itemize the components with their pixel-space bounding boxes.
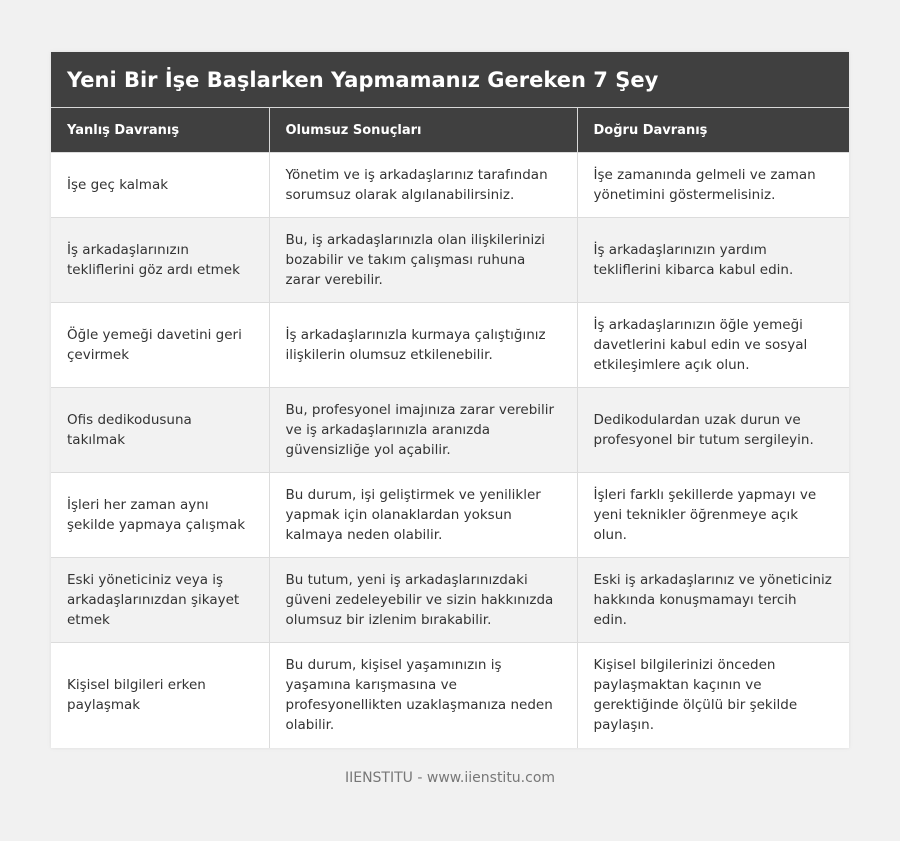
wrong-behavior-cell: Öğle yemeği davetini geri çevirmek <box>51 303 269 388</box>
info-table-card <box>51 52 849 748</box>
negative-result-cell: Bu, iş arkadaşlarınızla olan ilişkilerinizi bozabilir ve takım çalışması ruhuna zarar verebilir. <box>269 218 577 303</box>
wrong-behavior-cell: Eski yöneticiniz veya iş arkadaşlarınızdan şikayet etmek <box>51 558 269 643</box>
right-behavior-cell: Dedikodulardan uzak durun ve profesyonel bir tutum sergileyin. <box>577 388 849 473</box>
table-row <box>51 388 849 473</box>
table-row <box>51 473 849 558</box>
wrong-behavior-cell: Ofis dedikodusuna takılmak <box>51 388 269 473</box>
wrong-behavior-cell: Kişisel bilgileri erken paylaşmak <box>51 643 269 748</box>
table-title: Yeni Bir İşe Başlarken Yapmamanız Gereken 7 Şey <box>51 52 849 108</box>
comparison-table <box>51 108 849 748</box>
negative-result-cell: Yönetim ve iş arkadaşlarınız tarafından sorumsuz olarak algılanabilirsiniz. <box>269 153 577 218</box>
table-row <box>51 643 849 748</box>
wrong-behavior-cell: İşleri her zaman aynı şekilde yapmaya çalışmak <box>51 473 269 558</box>
wrong-behavior-cell: İşe geç kalmak <box>51 153 269 218</box>
right-behavior-cell: İşe zamanında gelmeli ve zaman yönetimini göstermelisiniz. <box>577 153 849 218</box>
column-header: Doğru Davranış <box>577 108 849 153</box>
wrong-behavior-cell: İş arkadaşlarınızın tekliflerini göz ardı etmek <box>51 218 269 303</box>
table-row <box>51 558 849 643</box>
negative-result-cell: Bu durum, kişisel yaşamınızın iş yaşamına karışmasına ve profesyonellikten uzaklaşmanıza neden olabilir. <box>269 643 577 748</box>
table-row <box>51 218 849 303</box>
right-behavior-cell: İş arkadaşlarınızın yardım tekliflerini kibarca kabul edin. <box>577 218 849 303</box>
footer-credit: IIENSTITU - www.iienstitu.com <box>344 770 556 786</box>
column-header: Yanlış Davranış <box>51 108 269 153</box>
negative-result-cell: Bu tutum, yeni iş arkadaşlarınızdaki güveni zedeleyebilir ve sizin hakkınızda olumsuz bir izlenim bırakabilir. <box>269 558 577 643</box>
table-row <box>51 153 849 218</box>
right-behavior-cell: İşleri farklı şekillerde yapmayı ve yeni teknikler öğrenmeye açık olun. <box>577 473 849 558</box>
right-behavior-cell: Kişisel bilgilerinizi önceden paylaşmaktan kaçının ve gerektiğinde ölçülü bir şekilde paylaşın. <box>577 643 849 748</box>
right-behavior-cell: Eski iş arkadaşlarınız ve yöneticiniz hakkında konuşmamayı tercih edin. <box>577 558 849 643</box>
header-row <box>51 108 849 153</box>
table-row <box>51 303 849 388</box>
negative-result-cell: İş arkadaşlarınızla kurmaya çalıştığınız ilişkilerin olumsuz etkilenebilir. <box>269 303 577 388</box>
negative-result-cell: Bu, profesyonel imajınıza zarar verebilir ve iş arkadaşlarınızla aranızda güvensizliğe yol açabilir. <box>269 388 577 473</box>
negative-result-cell: Bu durum, işi geliştirmek ve yenilikler yapmak için olanaklardan yoksun kalmaya neden olabilir. <box>269 473 577 558</box>
column-header: Olumsuz Sonuçları <box>269 108 577 153</box>
right-behavior-cell: İş arkadaşlarınızın öğle yemeği davetlerini kabul edin ve sosyal etkileşimlere açık olun. <box>577 303 849 388</box>
